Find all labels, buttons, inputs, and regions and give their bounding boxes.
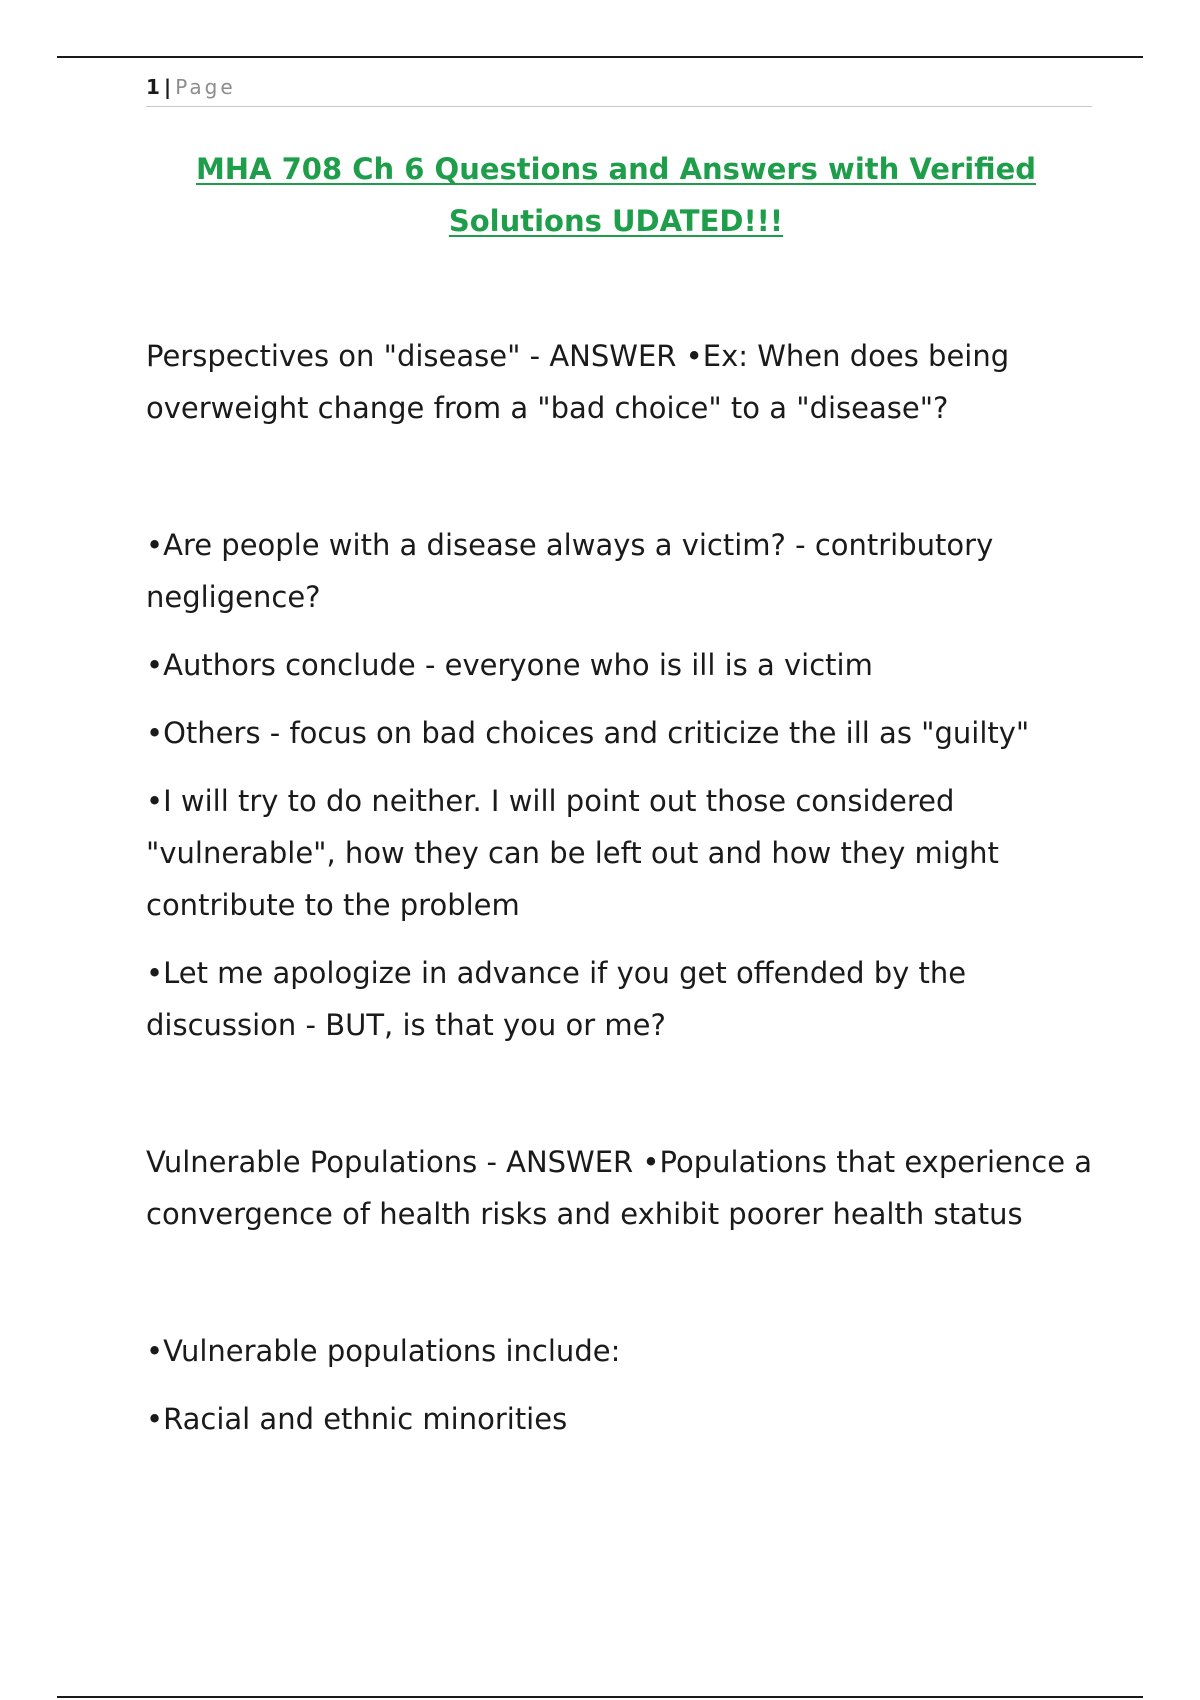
bullet-others: •Others - focus on bad choices and criticize the ill as "guilty": [146, 716, 1030, 750]
bullet-include: •Vulnerable populations include:: [146, 1334, 621, 1368]
bullet-authors: •Authors conclude - everyone who is ill is a victim: [146, 648, 873, 682]
bottom-rule: [57, 1696, 1143, 1698]
qa-paragraph-vulnerable: Vulnerable Populations - ANSWER •Populations that experience a convergence of health risks and exhibit poorer health status: [146, 1145, 1093, 1231]
page-label: Page: [175, 75, 236, 99]
page-header: [146, 72, 1092, 107]
bullet-minorities: •Racial and ethnic minorities: [146, 1402, 568, 1436]
top-rule: [57, 56, 1143, 58]
bullet-apologize: •Let me apologize in advance if you get offended by the discussion - BUT, is that you or me?: [146, 956, 967, 1042]
bullet-neither: •I will try to do neither. I will point out those considered "vulnerable", how they can be left out and how they might contribute to the problem: [146, 784, 999, 922]
page-number: 1: [146, 75, 160, 99]
document-title: MHA 708 Ch 6 Questions and Answers with Verified Solutions UDATED!!!: [195, 152, 1037, 238]
bullet-victim: •Are people with a disease always a victim? - contributory negligence?: [146, 528, 994, 614]
qa-paragraph-perspectives: Perspectives on "disease" - ANSWER •Ex: When does being overweight change from a "bad choice" to a "disease"?: [146, 339, 1010, 425]
document-body: [146, 330, 1106, 1445]
page-separator: |: [163, 75, 172, 99]
